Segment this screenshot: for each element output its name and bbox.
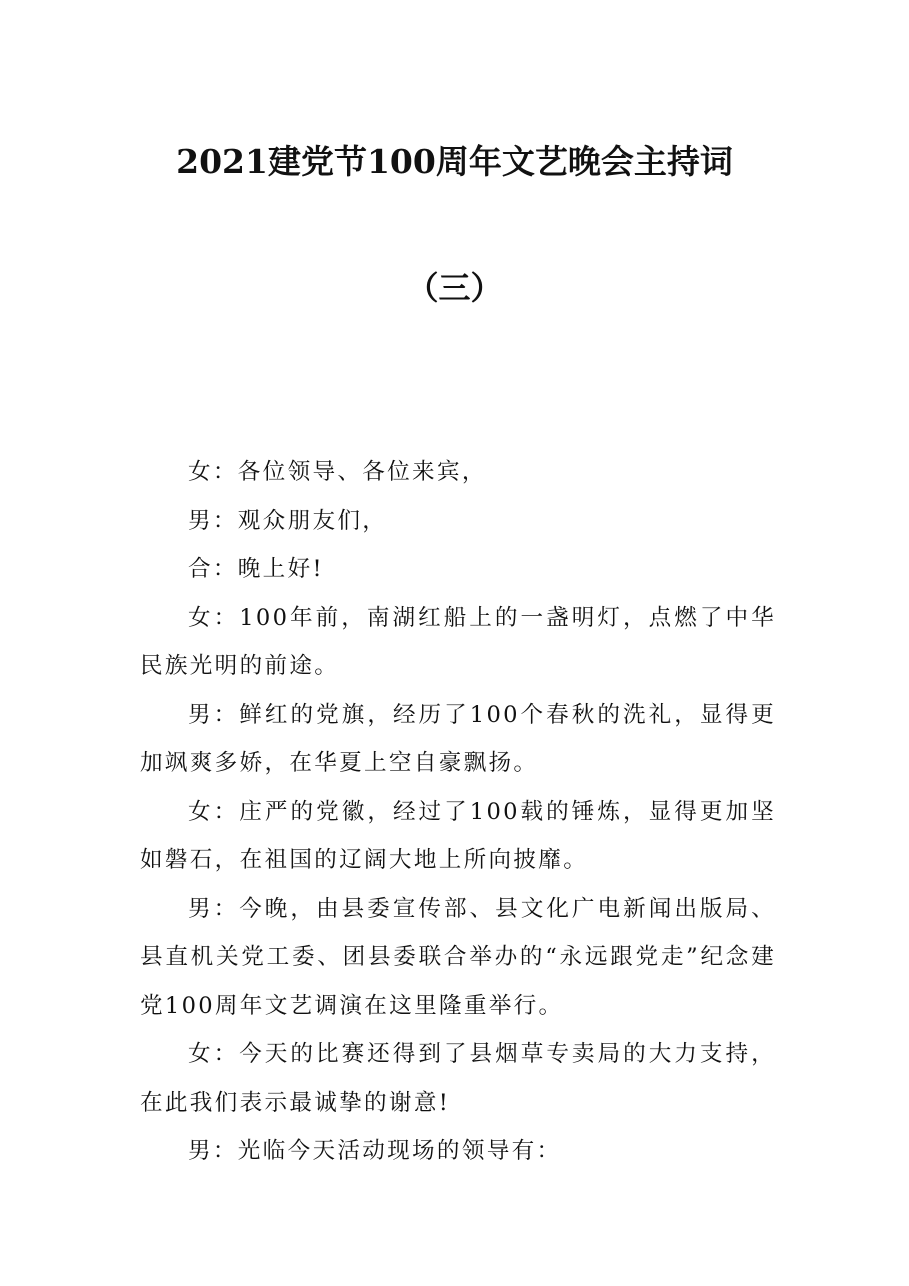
- document-body: [140, 448, 776, 1176]
- document-title: 2021建党节100周年文艺晚会主持词: [176, 142, 733, 181]
- document-subtitle: （三）: [406, 269, 503, 307]
- paragraph: 合：晚上好!: [188, 556, 324, 582]
- paragraph: 女：庄严的党徽，经过了100载的锤炼，显得更加坚如磐石，在祖国的辽阔大地上所向披靡。: [140, 798, 776, 873]
- paragraph: 男：光临今天活动现场的领导有：: [188, 1138, 562, 1164]
- paragraph: 女：今天的比赛还得到了县烟草专卖局的大力支持，在此我们表示最诚挚的谢意!: [140, 1041, 776, 1116]
- paragraph: 男：鲜红的党旗，经历了100个春秋的洗礼，显得更加飒爽多娇，在华夏上空自豪飘扬。: [140, 701, 776, 776]
- paragraph: 男：今晚，由县委宣传部、县文化广电新闻出版局、县直机关党工委、团县委联合举办的“永远跟党走”纪念建党100周年文艺调演在这里隆重举行。: [140, 895, 776, 1019]
- paragraph: 女：100年前，南湖红船上的一盏明灯，点燃了中华民族光明的前途。: [140, 604, 776, 679]
- paragraph: 男：观众朋友们，: [188, 507, 388, 534]
- paragraph: 女：各位领导、各位来宾，: [188, 459, 487, 485]
